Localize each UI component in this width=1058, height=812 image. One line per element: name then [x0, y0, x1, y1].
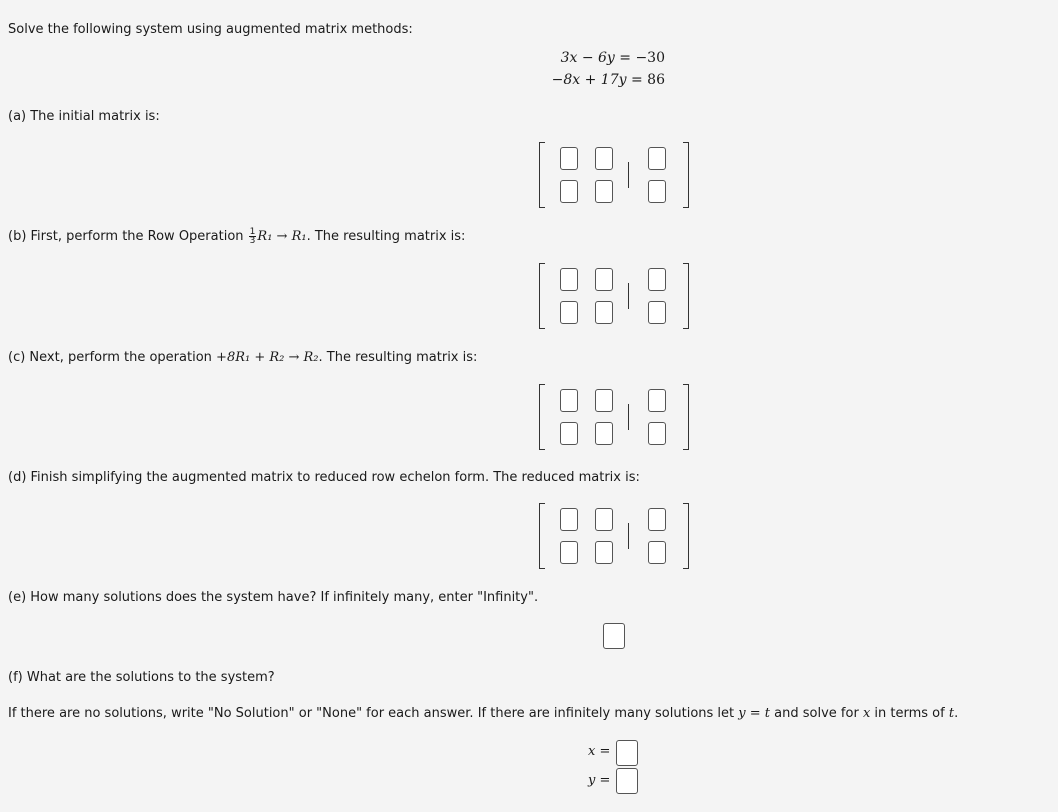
equation-1: 3x − 6y = −30: [560, 50, 665, 66]
matrix-c-cell-r2c2[interactable]: [595, 422, 613, 445]
instructions-end: .: [954, 706, 959, 721]
matrix-c-cell-r2c3[interactable]: [648, 422, 666, 445]
part-c-label: [8, 350, 477, 365]
matrix-d-cell-r1c3[interactable]: [648, 508, 666, 531]
matrix-after-row-op-1: [539, 263, 689, 329]
right-bracket: [683, 142, 689, 208]
matrix-c-cell-r1c2[interactable]: [595, 389, 613, 412]
part-b-post: . The resulting matrix is:: [306, 229, 466, 244]
augment-bar: [628, 162, 629, 188]
left-bracket: [539, 142, 545, 208]
matrix-d-cell-r2c1[interactable]: [560, 541, 578, 564]
matrix-a-cell-r1c1[interactable]: [560, 147, 578, 170]
instructions-math-y-equals-t: y = t: [738, 706, 771, 721]
matrix-a-cell-r2c2[interactable]: [595, 180, 613, 203]
y-label: y =: [588, 773, 611, 788]
part-b-pre: (b) First, perform the Row Operation: [8, 229, 244, 244]
reduced-matrix: [539, 503, 689, 569]
x-label: x =: [588, 744, 611, 759]
instructions-pre: If there are no solutions, write "No Solution" or "None" for each answer. If there are infinitely many solutions let: [8, 706, 735, 721]
instructions-math-x: x: [862, 706, 871, 721]
eq1-right: −30: [635, 50, 665, 66]
matrix-c-cell-r2c1[interactable]: [560, 422, 578, 445]
part-d-label: (d) Finish simplifying the augmented matrix to reduced row echelon form. The reduced matrix is:: [8, 470, 640, 485]
part-b-label: [8, 228, 465, 245]
matrix-c-cell-r1c1[interactable]: [560, 389, 578, 412]
part-c-pre: (c) Next, perform the operation: [8, 350, 212, 365]
matrix-d-cell-r2c2[interactable]: [595, 541, 613, 564]
augment-bar: [628, 283, 629, 309]
initial-matrix: [539, 142, 689, 208]
instructions-mid2: in terms of: [874, 706, 945, 721]
right-bracket: [683, 384, 689, 450]
left-bracket: [539, 384, 545, 450]
eq2-right: 86: [647, 72, 665, 88]
left-bracket: [539, 263, 545, 329]
x-answer-input[interactable]: [616, 740, 638, 766]
frac-num: 1: [249, 227, 256, 237]
solution-count-input[interactable]: [603, 623, 625, 649]
part-c-post: . The resulting matrix is:: [318, 350, 478, 365]
matrix-b-cell-r1c1[interactable]: [560, 268, 578, 291]
matrix-a-cell-r2c1[interactable]: [560, 180, 578, 203]
matrix-b-cell-r2c2[interactable]: [595, 301, 613, 324]
eq2-left: −8x + 17y: [551, 72, 627, 88]
augment-bar: [628, 404, 629, 430]
matrix-a-cell-r1c3[interactable]: [648, 147, 666, 170]
part-e-label: (e) How many solutions does the system have? If infinitely many, enter "Infinity".: [8, 590, 539, 605]
fraction-one-third: [249, 228, 257, 245]
matrix-a-cell-r2c3[interactable]: [648, 180, 666, 203]
eq1-left: 3x − 6y: [560, 50, 615, 66]
instructions-mid: and solve for: [774, 706, 859, 721]
matrix-d-cell-r1c1[interactable]: [560, 508, 578, 531]
matrix-d-cell-r1c2[interactable]: [595, 508, 613, 531]
part-a-label: (a) The initial matrix is:: [8, 109, 160, 124]
intro-text: Solve the following system using augmented matrix methods:: [8, 22, 413, 37]
y-answer-input[interactable]: [616, 768, 638, 794]
matrix-d-cell-r2c3[interactable]: [648, 541, 666, 564]
equation-2: −8x + 17y = 86: [551, 72, 665, 88]
instructions-math-t: t: [948, 706, 955, 721]
part-b-operation: R₁ → R₁: [257, 229, 307, 244]
right-bracket: [683, 503, 689, 569]
matrix-b-cell-r1c3[interactable]: [648, 268, 666, 291]
matrix-b-cell-r2c1[interactable]: [560, 301, 578, 324]
matrix-b-cell-r1c2[interactable]: [595, 268, 613, 291]
matrix-after-row-op-2: [539, 384, 689, 450]
frac-den: 3: [249, 236, 256, 246]
instructions-text: [8, 706, 958, 721]
right-bracket: [683, 263, 689, 329]
part-c-operation: +8R₁ + R₂ → R₂: [216, 350, 319, 365]
augment-bar: [628, 523, 629, 549]
matrix-b-cell-r2c3[interactable]: [648, 301, 666, 324]
left-bracket: [539, 503, 545, 569]
matrix-a-cell-r1c2[interactable]: [595, 147, 613, 170]
part-f-label: (f) What are the solutions to the system?: [8, 670, 275, 685]
matrix-c-cell-r1c3[interactable]: [648, 389, 666, 412]
